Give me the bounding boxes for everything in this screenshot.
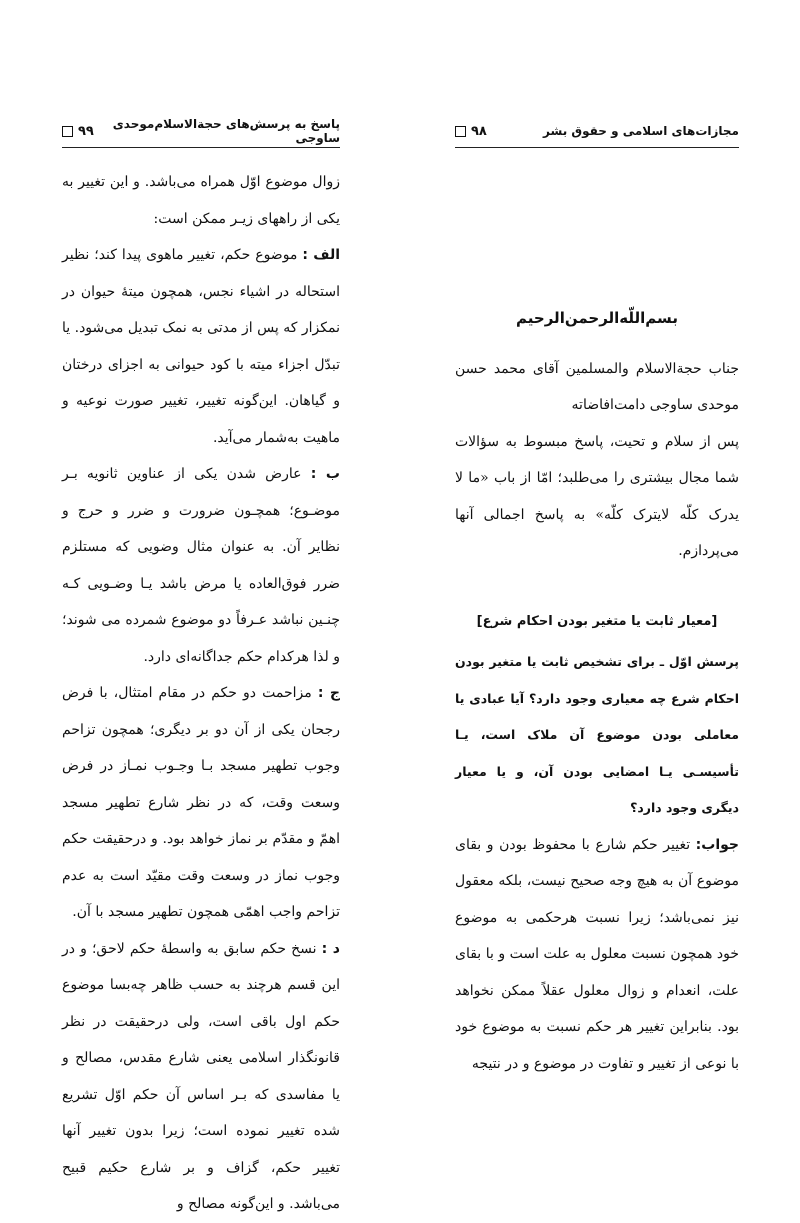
answer-label: جواب: (695, 836, 739, 853)
square-icon (455, 126, 466, 137)
square-icon (62, 126, 73, 137)
section-heading: [معیار ثابت یا متغیر بودن احکام شرع] (476, 613, 718, 629)
greeting-paragraph: پس از سلام و تحیت، پاسخ مبسوط به سؤالات شما مجال بیشتری را می‌طلبد؛ امّا از باب «ما لا یدرک کلّه لایترک کلّه» به پاسخ اجمالی آنها می‌پردازم. (455, 433, 739, 559)
list-item (62, 675, 340, 931)
item-text: نسخ حکم سابق به واسطهٔ حکم لاحق؛ و در این قسم هرچند به حسب ظاهر چه‌بسا موضوع حکم اول باقی است، ولی درحقیقت در نظر قانونگذار اسلامی یعنی شارع مقدس، مصالح و یا مفاسدی که بـر اساس آن حکم اوّل تشریع شده تغییر نموده است؛ زیرا بدون تغییر آنها تغییر حکم، گزاف و بر شارع حکیم قبیح می‌باشد. و این‌گونه مصالح و (62, 940, 340, 1212)
left-page-number-group (455, 124, 487, 139)
basmala-heading: بسم‌اللّه‌الرحمن‌الرحیم (516, 309, 678, 327)
list-item (62, 237, 340, 456)
list-item (62, 456, 340, 675)
right-page-number: ۹۹ (78, 123, 94, 139)
list-item (62, 931, 340, 1223)
left-page-body (455, 300, 739, 1082)
item-label: ب : (310, 466, 340, 482)
answer-text: تغییر حکم شارع با محفوظ بودن و بقای موضوع آن به هیچ وجه صحیح نیست، بلکه معقول نیز نمی‌باشد؛ زیرا نسبت هرحکمی به موضوع خود همچون نسبت معلول به علت است و با بقای علت، انعدام و زوال معلول عقلاً ممکن نخواهد بود. بنابراین تغییر هر حکم نسبت به موضوع خود با نوعی از تغییر و تفاوت در موضوع و در نتیجه (455, 836, 739, 1072)
right-running-title: پاسخ به پرسش‌های حجةالاسلام‌موحدی ساوجی (112, 117, 340, 145)
left-running-title: مجازات‌های اسلامی و حقوق بشر (543, 124, 739, 138)
right-page-body (62, 164, 340, 1223)
item-text: مزاحمت دو حکم در مقام امتثال، با فرض رجحان یکی از آن دو بر دیگری؛ همچون تزاحم وجوب تطهیر مسجد بـا وجـوب نمـاز در فرض وسعت وقت، که در نظر شارع تطهیر مسجد اهمّ و مقدّم بر نماز خواهد بود. و درحقیقت حکم وجوب نماز در وسعت وقت مقیّد است به عدم تزاحم واجب اهمّی همچون تطهیر مسجد با آن. (62, 685, 340, 920)
item-label: د : (321, 940, 340, 957)
right-page-header (62, 117, 340, 145)
intro-paragraph: زوال موضوع اوّل همراه می‌باشد. و این تغییر به یکی از راههای زیـر ممکن است: (62, 174, 340, 227)
item-label: ج : (317, 685, 341, 701)
item-label: الف : (302, 247, 341, 263)
question-paragraph: پرسش اوّل ـ برای تشخیص ثابت یا متغیر بودن احکام شرع چه معیاری وجود دارد؟ آیا عبادی یا معاملی بودن موضوع آن ملاک است، یـا تأسیسـی یـا امضایی بودن آن، و یا معیار دیگری وجود دارد؟ (455, 654, 739, 815)
item-text: موضوع حکم، تغییر ماهوی پیدا کند؛ نظیر استحاله در اشیاء نجس، همچون میتهٔ حیوان در نمکزار که پس از مدتی به نمک تبدیل می‌شود. یا تبدّل اجزاء میته با کود حیوانی به اجزای درختان و گیاهان. این‌گونه تغییر، تغییر صورت نوعیه و ماهیت به‌شمار می‌آید. (62, 247, 340, 446)
right-page-number-group (62, 124, 94, 139)
left-page-number: ۹۸ (471, 123, 487, 139)
item-text: عارض شدن یکی از عناوین ثانویه بـر موضـوع؛ همچـون ضرورت و ضرر و حرج و نظایر آن. به عنوان مثال وضویی که مستلزم ضرر فوق‌العاده یا مرض باشد یـا وضـویی کـه چنـین نباشد عـرفاً دو موضوع شمرده می شوند؛ و لذا هرکدام حکم جداگانه‌ای دارد. (62, 466, 340, 665)
addressee-line: جناب حجةالاسلام والمسلمین آقای محمد حسن موحدی ساوجی دامت‌افاضاته (455, 360, 739, 413)
right-header-rule (62, 147, 340, 148)
answer-paragraph (455, 827, 739, 1083)
left-page-header (455, 120, 739, 142)
left-header-rule (455, 147, 739, 148)
